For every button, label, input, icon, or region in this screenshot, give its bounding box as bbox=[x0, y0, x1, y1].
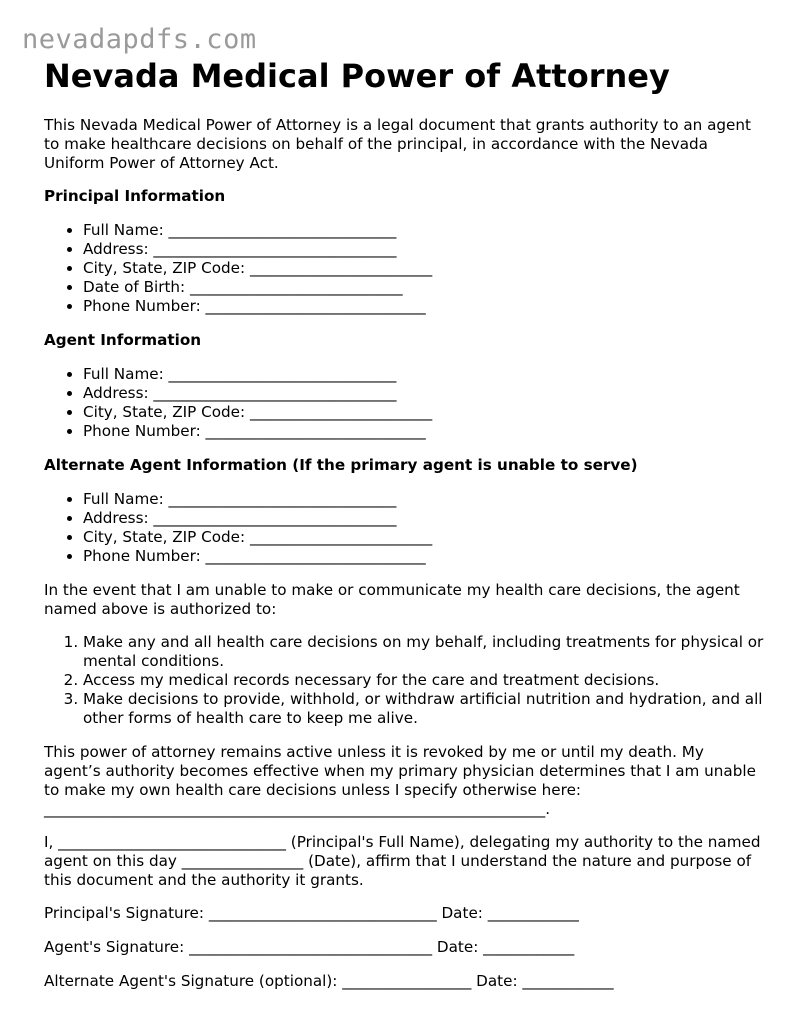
effective-paragraph: This power of attorney remains active unless it is revoked by me or until my death. My agent’s authority becomes effective when my primary physician determines that I am unable to make my own health care decisions unless I specify otherwise here: __________________________________________________________________. bbox=[44, 743, 756, 818]
intro-paragraph: This Nevada Medical Power of Attorney is a legal document that grants authority to an agent to make healthcare decisions on behalf of the principal, in accordance with the Nevada Uniform Power of Attorney Act. bbox=[44, 116, 751, 172]
authority-item: 3. Make decisions to provide, withhold, or withdraw artificial nutrition and hydration, and all other forms of health care to keep me alive. bbox=[83, 690, 764, 728]
authority-intro-paragraph: In the event that I am unable to make or communicate my health care decisions, the agent named above is authorized to: bbox=[44, 581, 740, 618]
alternate-agent-field-list bbox=[44, 490, 764, 566]
alternate-address-field: • Address: ________________________________ bbox=[83, 509, 764, 528]
principal-dob-field: • Date of Birth: ____________________________ bbox=[83, 278, 764, 297]
principal-signature-line: Principal's Signature: ______________________________ Date: ____________ bbox=[44, 904, 579, 922]
affirmation-paragraph: I, ______________________________ (Principal's Full Name), delegating my authority to the named agent on this day ________________ (Date), affirm that I understand the nature and purpose of this document and the authority it grants. bbox=[44, 833, 761, 889]
alternate-full-name-field: • Full Name: ______________________________ bbox=[83, 490, 764, 509]
agent-section-heading: Agent Information bbox=[44, 331, 202, 349]
agent-phone-field: • Phone Number: _____________________________ bbox=[83, 422, 764, 441]
authority-item: 2. Access my medical records necessary for the care and treatment decisions. bbox=[83, 671, 764, 690]
agent-signature-line: Agent's Signature: ________________________________ Date: ____________ bbox=[44, 938, 575, 956]
alternate-agent-section-heading: Alternate Agent Information (If the primary agent is unable to serve) bbox=[44, 456, 638, 474]
principal-field-list bbox=[44, 221, 764, 316]
agent-field-list bbox=[44, 365, 764, 441]
agent-city-state-zip-field: • City, State, ZIP Code: ________________________ bbox=[83, 403, 764, 422]
agent-address-field: • Address: ________________________________ bbox=[83, 384, 764, 403]
authority-list bbox=[44, 633, 764, 728]
agent-full-name-field: • Full Name: ______________________________ bbox=[83, 365, 764, 384]
principal-city-state-zip-field: • City, State, ZIP Code: ________________________ bbox=[83, 259, 764, 278]
document-body bbox=[44, 116, 764, 1006]
alternate-signature-line: Alternate Agent's Signature (optional): _________________ Date: ____________ bbox=[44, 972, 614, 990]
authority-item: 1. Make any and all health care decisions on my behalf, including treatments for physical or mental conditions. bbox=[83, 633, 764, 671]
principal-phone-field: • Phone Number: _____________________________ bbox=[83, 297, 764, 316]
principal-address-field: • Address: ________________________________ bbox=[83, 240, 764, 259]
principal-section-heading: Principal Information bbox=[44, 187, 226, 205]
watermark-text: nevadapdfs.com bbox=[22, 24, 257, 55]
alternate-city-state-zip-field: • City, State, ZIP Code: ________________________ bbox=[83, 528, 764, 547]
principal-full-name-field: • Full Name: ______________________________ bbox=[83, 221, 764, 240]
alternate-phone-field: • Phone Number: _____________________________ bbox=[83, 547, 764, 566]
page-title: Nevada Medical Power of Attorney bbox=[44, 57, 670, 95]
